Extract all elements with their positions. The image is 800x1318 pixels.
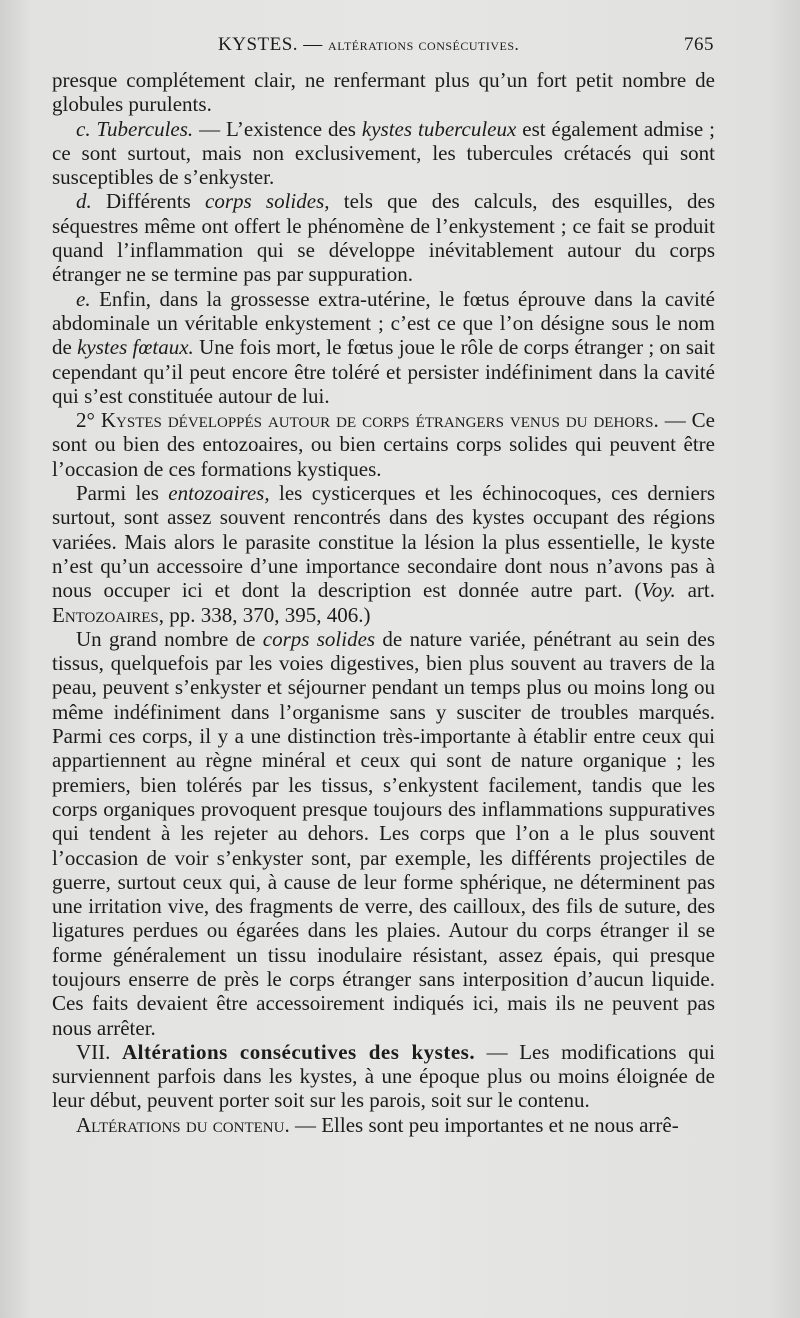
header-title: KYSTES. — [218, 34, 299, 55]
e-emphasis: kystes fœtaux. — [77, 335, 194, 360]
paragraph-corps-solides — [52, 189, 715, 286]
running-title — [218, 34, 519, 56]
paragraph-entozoaires — [52, 481, 715, 627]
ent-emphasis: entozoaires, — [168, 481, 270, 506]
paragraph-section-2 — [52, 408, 715, 481]
cs-text-1: Un grand nombre de — [76, 626, 263, 651]
e-text-2: Une fois mort, le fœtus joue le rôle de corps étranger ; on sait cependant qu’il peut encore être toléré et persister indéfiniment dans la cavité qui s’est constituée autour de lui. — [52, 335, 715, 408]
p1-text: presque complétement clair, ne renfermant plus qu’un fort petit nombre de globules purulents. — [52, 68, 715, 117]
c-text-2: est également admise ; ce sont surtout, mais non exclusivement, les tubercules crétacés qui sont susceptibles de s’enkyster. — [52, 116, 715, 190]
d-text-1: Différents — [91, 189, 205, 214]
paragraph-corps-etrangers — [52, 627, 715, 1040]
cs-text-2: de nature variée, pénétrant au sein des tissus, quelquefois par les voies digestives, bien plus souvent au travers de la peau, peuvent s’enkyster et séjourner pendant un temps plus ou moins long ou même indéfiniment dans l’organisme sans y susciter de troubles marqués. Parmi ces corps, il y a une distinction très-importante à établir entre ceux qui appartiennent au règne minéral et ceux qui sont de nature organique ; les premiers, bien tolérés par les tissus, s’enkystent facilement, tandis que les corps organiques provoquent presque toujours des inflammations suppuratives qui tendent à les rejeter au dehors. Les corps que l’on a le plus souvent l’occasion de voir s’enkyster sont, par exemple, les différents projectiles de guerre, surtout ceux qui, à cause de leur forme sphérique, ne déterminent pas une irritation vive, des fragments de verre, des cailloux, des fils de suture, des ligatures perdues ou égarées dans les plaies. Autour du corps étranger il se forme généralement un tissu inodulaire résistant, assez épais, qui presque toujours enserre de près le corps étranger sans interposition d’aucun liquide. Ces faits devaient être accessoirement indiqués ici, mais ils ne peuvent pas nous arrêter. — [52, 626, 715, 1040]
paragraph-section-7 — [52, 1040, 715, 1113]
s7-title: Altérations consécutives des kystes. — [121, 1039, 476, 1064]
s2-text: — Ce sont ou bien des entozoaires, ou bien certains corps solides qui peuvent être l’occasion de ces formations kystiques. — [52, 408, 715, 481]
e-text-1: Enfin, dans la grossesse extra-utérine, le fœtus éprouve dans la cavité abdominale un véritable enkystement ; c’est ce que l’on désigne sous le nom de — [52, 286, 715, 360]
ent-voy: Voy. — [641, 578, 676, 603]
c-text-1: — L’existence des — [193, 116, 362, 141]
s7-text: — Les modifications qui surviennent parfois dans les kystes, à une époque plus ou moins éloignée de leur début, peuvent porter soit sur les parois, soit sur le contenu. — [52, 1039, 716, 1113]
ent-art: art. — [675, 578, 716, 603]
d-text-2: tels que des calculs, des esquilles, des séquestres même ont offert le phénomène de l’enkystement ; ce fait se produit quand l’inflammation qui se développe inévitablement autour du corps étranger ne se termine pas par suppuration. — [52, 189, 715, 287]
alt-text: — Elles sont peu importantes et ne nous arrê- — [289, 1112, 679, 1137]
c-label: c. — [76, 116, 91, 141]
ent-cross-reference: Entozoaires — [52, 602, 159, 627]
page-number: 765 — [684, 34, 714, 55]
ent-text-2: les cysticerques et les échinocoques, ces derniers surtout, sont assez souvent rencontrés dans des kystes occupant des régions variées. Mais alors le parasite constitue la lésion la plus essentielle, le kyste n’est qu’un accessoire d’une importance secondaire dont nous n’avons pas à nous occuper ici et dont la description est donnée autre part. ( — [52, 481, 715, 603]
e-label: e. — [76, 286, 91, 311]
body-text — [52, 68, 715, 1137]
c-title: Tubercules. — [96, 116, 194, 141]
d-emphasis: corps solides, — [205, 189, 330, 214]
ent-pages: , pp. 338, 370, 395, 406.) — [158, 602, 371, 627]
c-emphasis: kystes tuberculeux — [361, 116, 517, 141]
s7-number: VII. — [76, 1039, 122, 1064]
running-header — [52, 34, 714, 60]
alt-title: Altérations du contenu. — [76, 1112, 290, 1137]
s2-title: Kystes développés autour de corps étrangers venus du dehors. — [100, 408, 659, 433]
cs-emphasis: corps solides — [262, 626, 376, 651]
header-dash: — — [303, 34, 323, 55]
s2-number: 2° — [76, 408, 101, 433]
paragraph-tubercules — [52, 117, 715, 190]
d-label: d. — [76, 189, 92, 214]
paragraph-grossesse — [52, 287, 715, 408]
paragraph-continuation — [52, 68, 715, 117]
paragraph-alterations-contenu — [52, 1113, 715, 1137]
ent-text-1: Parmi les — [76, 481, 169, 506]
header-subtitle: altérations consécutives. — [328, 35, 520, 54]
